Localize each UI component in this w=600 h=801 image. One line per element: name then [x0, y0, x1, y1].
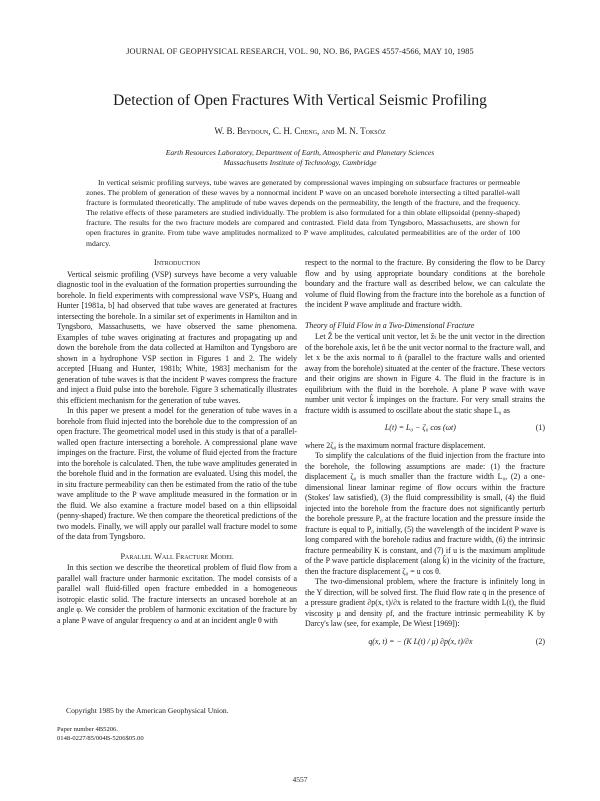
affiliation-line: Earth Resources Laboratory, Department of Earth, Atmospheric and Planetary Sciences [165, 148, 435, 157]
paragraph: In this paper we present a model for the generation of tube waves in a borehole from fluid injected into the borehole due to the compression of an open fracture. The geometrical model used in this study is that of a parallel-walled open fracture intersecting a borehole. A compressional plane wave impinges on the fracture. First, the volume of fluid ejected from the fracture into the borehole is calculated. Then, the tube wave amplitudes generated in the borehole fluid and in the formation are evaluated. Using this model, the in situ fracture permeability can then be estimated from the ratio of the tube wave amplitude to the P wave amplitude measured in the formation or in the fluid. We also examine a fracture model based on a thin ellipsoidal (penny-shaped) fracture. We then compare the theoretical predictions of the two models. Finally, we will apply our parallel wall fracture model to some of the data from Tyngsboro. [57, 406, 297, 541]
paragraph: To simplify the calculations of the fluid injection from the fracture into the borehole, the following assumptions are made: (1) the fracture displacement ζ₀ is much smaller than the fracture width L₀, (2) a one-dimensional linear laminar regime of flow occurs within the fracture (Stokes' law satisfied), (3) the fluid compressibility is small, (4) the fluid injected into the borehole from the fracture does not significantly perturb the borehole pressure P₀ at the fracture location and the pressure inside the fracture is equal to P₀ initially, (5) the wavelength of the incident P wave is long compared with the borehole radius and fracture width, (6) the intrinsic fracture permeability K is constant, and (7) if u is the maximum amplitude of the P wave particle displacement (along k̂) in the vicinity of the fracture, then the fracture displacement ζ₀ = u cos θ. [305, 451, 545, 576]
paper-number: Paper number 4B5206. [57, 726, 118, 733]
abstract: In vertical seismic profiling surveys, tube waves are generated by compressional waves impinging on subsurface fractures or permeable zones. The problem of generation of these waves by a nonnormal incident P wave on an uncased borehole intersecting a tilted parallel-wall fracture is formulated theoretically. The amplitude of tube waves depends on the permeability, the length of the fracture, and the frequency. The relative effects of these parameters are studied individually. The problem is also formulated for a thin oblate ellipsoidal (penny-shaped) fracture. The results for the two fracture models are compared and contrasted. Field data from Tyngsboro, Massachusetts, are shown for open fractures in granite. From tube wave amplitudes normalized to P wave amplitudes, calculated permeabilities are of the order of 100 mdarcy. [86, 178, 520, 248]
equation-2 [305, 637, 545, 648]
equation-number: (1) [535, 423, 545, 432]
affiliation [0, 148, 600, 168]
section-heading-introduction: Introduction [153, 258, 201, 267]
paper-title: Detection of Open Fractures With Vertical Seismic Profiling [113, 92, 487, 109]
copyright: Copyright 1985 by the American Geophysical Union. [66, 706, 229, 715]
equation-1 [305, 423, 545, 434]
paper-number-block [57, 726, 144, 743]
journal-header: JOURNAL OF GEOPHYSICAL RESEARCH, VOL. 90, NO. B6, PAGES 4557-4566, MAY 10, 1985 [126, 47, 474, 56]
authors: W. B. Beydoun, C. H. Cheng, and M. N. Toksöz [214, 126, 386, 136]
paragraph: In this section we describe the theoretical problem of fluid flow from a parallel wall fracture under harmonic excitation. The model consists of a parallel wall fluid-filled open fracture embedded in a homogeneous isotropic elastic solid. The fracture intersects an uncased borehole at an angle φ. We consider the problem of harmonic excitation of the fracture by a plane P wave of angular frequency ω and at an incident angle θ with [57, 563, 297, 625]
left-column [57, 258, 297, 626]
subsection-heading: Theory of Fluid Flow in a Two-Dimensional Fracture [305, 320, 475, 330]
paragraph: The two-dimensional problem, where the fracture is infinitely long in the Y direction, will be solved first. The fluid flow rate q in the presence of a pressure gradient ∂p(x, t)/∂x is related to the fracture width L(t), the fluid viscosity μ and density ρf, and the fracture intrinsic permeability K by Darcy's law (see, for example, De Wiest [1969]): [305, 577, 545, 628]
page-number: 4557 [292, 775, 308, 784]
equation-body: q(x, t) = − (K L(t) / μ) ∂p(x, t)/∂x [368, 636, 473, 646]
paragraph: respect to the normal to the fracture. By considering the flow to be Darcy flow and by using appropriate boundary conditions at the borehole boundary and the fracture wall as described below, we can calculate the volume of fluid flowing from the fracture into the borehole as a function of the incident P wave amplitude and fracture width. [305, 258, 545, 309]
paragraph: where 2ζ₀ is the maximum normal fracture displacement. [305, 440, 486, 450]
equation-number: (2) [535, 636, 545, 646]
paragraph: Vertical seismic profiling (VSP) surveys have become a very valuable diagnostic tool in the evaluation of the formation properties surrounding the borehole. In field experiments with compressional wave VSP's, Huang and Hunter [1981a, b] had observed that tube waves are generated at fractures intersecting the borehole. In a similar set of experiments in Hamilton and in Tyngsboro, Massachusetts, we have observed the same phenomena. Examples of tube waves originating at fractures and propagating up and down the borehole from the data collected at Hamilton and Tyngsboro are shown in a hydrophone VSP section in Figures 1 and 2. The widely accepted [Huang and Hunter, 1981b; White, 1983] mechanism for the generation of tube waves is that the incident P waves compress the fracture and inject a fluid pulse into the borehole. Figure 3 schematically illustrates this efficient mechanism for the generation of tube waves. [57, 269, 297, 405]
equation-body: L(t) = L₀ − ζ₀ cos (ωt) [384, 423, 456, 432]
right-column [305, 258, 545, 654]
paragraph: Let Ẑ be the vertical unit vector, let ẑₜ be the unit vector in the direction of the borehole axis, let n̂ be the unit vector normal to the fracture wall, and let x be the axis normal to n̂ (parallel to the fracture walls and oriented away from the borehole) situated at the center of the fracture. These vectors and their origins are shown in Figure 4. The fluid in the fracture is in equilibrium with the fluid in the borehole. A plane P wave with wave number unit vector k̂ impinges on the fracture. For very small strains the fracture width is assumed to oscillate about the static shape L₀ as [305, 332, 545, 415]
affiliation-line: Massachusetts Institute of Technology, Cambridge [223, 158, 377, 167]
section-heading-parallel-wall: Parallel Wall Fracture Model [120, 551, 234, 561]
paper-code: 0148-0227/85/004B-5206$05.00 [57, 734, 144, 742]
